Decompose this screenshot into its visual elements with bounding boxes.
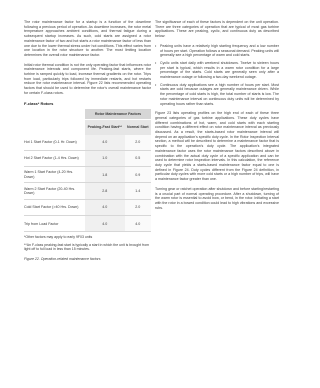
- table-title: F-class* Rotors: [24, 100, 54, 106]
- peaking-value-cell: 1.8: [85, 167, 125, 183]
- table-row: [24, 167, 151, 183]
- normal-value-cell: 0.5: [125, 150, 151, 166]
- list-item: [155, 43, 279, 58]
- table-row: [24, 150, 151, 166]
- normal-value-cell: 2.0: [125, 199, 151, 215]
- normal-value-cell: 2.0: [125, 135, 151, 151]
- right-column: [155, 20, 279, 215]
- condition-cell: Warm 2 Start Factor (20-40 Hrs. Down): [24, 183, 85, 199]
- table-row: [24, 183, 151, 199]
- paragraph: Initial rotor thermal condition is not the only operating factor that influences rotor maintenance intervals and component life. Peaking-fast starts, where the turbine is ramped quickly to load, increase thermal gradients on the rotor. Trips from load, particularly trips followed by immediate restarts, and hot restarts reduce the rotor maintenance interval. Figure 22 lists recommended operating factors that should be used to determine the rotor's overall maintenance factor for certain F-class rotors.: [24, 62, 151, 95]
- normal-value-cell: 1.4: [125, 183, 151, 199]
- left-column: [24, 20, 151, 261]
- figure-caption: Figure 22. Operation-related maintenance factors: [24, 256, 101, 261]
- bullet-icon: •: [155, 60, 157, 65]
- condition-column-header: [24, 109, 85, 135]
- peaking-value-cell: 1.0: [85, 150, 125, 166]
- paragraph: Figure 23 lists operating profiles on the high end of each of these three general categories of gas turbine applications. These duty cycles have different combinations of hot, warm, and cold starts with each starting condition having a different effect on rotor maintenance interval as previously discussed. As a result, the starts-based rotor maintenance interval will depend on an application's specific duty cycle. In the Rotor Inspection Interval section, a method will be described to determine a maintenance factor that is specific to the operation's duty cycle. The application's integrated maintenance factor uses the rotor maintenance factors described above in combination with the actual duty cycle of a specific application and can be used to determine rotor inspection intervals. In this calculation, the reference duty cycle that yields a starts-based maintenance factor equal to one is defined in Figure 24. Duty cycles different from the Figure 24 definition, in particular duty cycles with more cold starts or a high number of trips, will have a maintenance factor greater than one.: [155, 111, 279, 182]
- list-item-text: Peaking units have a relatively high starting frequency and a low number of hours per start. Operation follows a seasonal demand. Peaking units will generally see a high percentage of warm and cold starts.: [160, 43, 279, 58]
- footnote: **An F-class peaking-fast start is typically a start in which the unit is brought from light off to full load in less than 15 minutes.: [24, 242, 150, 252]
- condition-cell: Hot 1 Start Factor (0-1 Hr. Down): [24, 135, 85, 151]
- paragraph: The significance of each of these factors is dependent on the unit operation. There are three categories of operation that are typical of most gas turbine applications. These are peaking, cyclic, and continuous duty as described below:: [155, 20, 279, 39]
- maintenance-factors-table: [24, 109, 151, 233]
- bullet-list: [155, 44, 279, 106]
- list-item-text: Continuous duty applications see a high number of hours per start. Most starts are cold because outages are generally maintenance driven. While the percentage of cold starts is high, the total number of starts is low. The rotor maintenance interval on continuous duty units will be determined by operating hours rather than starts.: [160, 82, 279, 106]
- table-row: [24, 216, 151, 232]
- peaking-value-cell: 4.0: [85, 199, 125, 215]
- list-item-text: Cyclic units start daily with weekend shutdowns. Twelve to sixteen hours per start is typical, which results in a warm rotor condition for a large percentage of the starts. Cold starts are generally seen only after a maintenance outage or following a two-day weekend outage.: [160, 60, 279, 80]
- table-row: [24, 199, 151, 215]
- condition-cell: Hot 2 Start Factor (1-4 Hrs. Down): [24, 150, 85, 166]
- peaking-value-cell: 4.0: [85, 216, 125, 232]
- list-item: [155, 82, 279, 107]
- paragraph: Turning gear or ratchet operation after shutdown and before starting/restarting is a crucial part of normal operating procedure. After a shutdown, turning of the warm rotor is essential to avoid bow, or bend, in the rotor. Initiating a start with the rotor in a bowed condition could lead to high vibrations and excessive rubs.: [155, 186, 279, 210]
- list-item: [155, 60, 279, 80]
- normal-column-header: Normal Start: [125, 119, 151, 135]
- normal-value-cell: 4.0: [125, 216, 151, 232]
- peaking-value-cell: 4.0: [85, 135, 125, 151]
- paragraph: The rotor maintenance factor for a startup is a function of the downtime following a previous period of operation. As downtime increases, the rotor metal temperature approaches ambient conditions, and thermal fatigue during a subsequent startup increases. As such, cold starts are assigned a rotor maintenance factor of two and hot starts a rotor maintenance factor of less than one due to the lower thermal stress under hot conditions. This effect varies from one location in the rotor structure to another. The most limiting location determines the overall rotor maintenance factor.: [24, 20, 151, 57]
- table-row: [24, 135, 151, 151]
- bullet-icon: •: [155, 43, 157, 48]
- condition-cell: Warm 1 Start Factor (4-20 Hrs. Down): [24, 167, 85, 183]
- peaking-value-cell: 2.8: [85, 183, 125, 199]
- group-header: Rotor Maintenance Factors: [85, 109, 151, 120]
- condition-cell: Cold Start Factor (>40 Hrs. Down): [24, 199, 85, 215]
- peaking-column-header: Peaking-Fast Start**: [85, 119, 125, 135]
- normal-value-cell: 0.9: [125, 167, 151, 183]
- condition-cell: Trip from Load Factor: [24, 216, 85, 232]
- bullet-icon: •: [155, 82, 157, 87]
- footnote: *Other factors may apply to early 9F03 units: [24, 235, 93, 240]
